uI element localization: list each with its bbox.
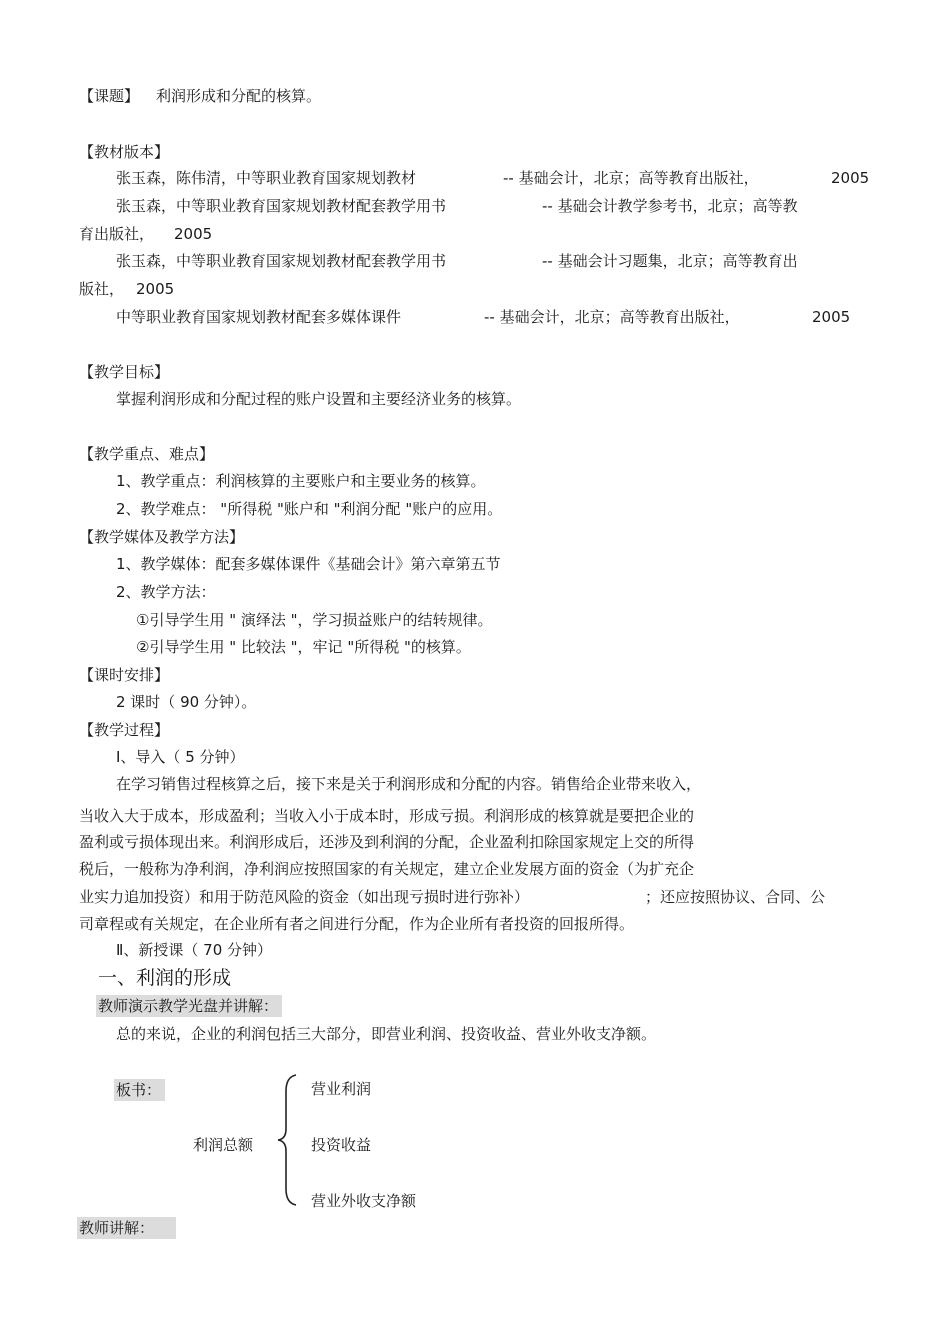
intro-paragraph-line: 盈利或亏损体现出来。利润形成后，还涉及到利润的分配，企业盈利扣除国家规定上交的所得 [79,833,695,851]
explain-label: 教师讲解： [77,1217,176,1239]
summary-text: 总的来说，企业的利润包括三大部分，即营业利润、投资收益、营业外收支净额。 [116,1025,657,1043]
intro-title: Ⅰ、导入（ 5 分钟） [116,748,245,766]
textbook-line-1-year: 2005 [831,169,870,187]
profit-total-label: 利润总额 [193,1136,254,1154]
intro-paragraph-line: 在学习销售过程核算之后，接下来是关于利润形成和分配的内容。销售给企业带来收入， [116,775,702,793]
media-item: 2、教学方法： [116,583,216,601]
profit-part-operating: 营业利润 [311,1080,372,1098]
textbook-line-3-b: -- 基础会计习题集，北京；高等教育出 [542,252,798,270]
textbook-line-2-c: 育出版社， [79,225,155,243]
textbook-line-2-b: -- 基础会计教学参考书，北京；高等教 [542,197,798,215]
textbook-line-3-c: 版社， [79,280,125,298]
topic-label: 【课题】 [79,87,140,105]
process-heading: 【教学过程】 [79,721,170,739]
demo-label: 教师演示教学光盘并讲解： [96,995,282,1017]
topic-text: 利润形成和分配的核算。 [156,87,322,105]
textbook-line-4-b: -- 基础会计，北京；高等教育出版社， [484,308,740,326]
objective-heading: 【教学目标】 [79,363,170,381]
objective-text: 掌握利润形成和分配过程的账户设置和主要经济业务的核算。 [116,390,522,408]
intro-paragraph-line: 司章程或有关规定，在企业所有者之间进行分配，作为企业所有者投资的回报所得。 [79,915,635,933]
textbook-line-2-year: 2005 [174,225,213,243]
media-item: 1、教学媒体：配套多媒体课件《基础会计》第六章第五节 [116,555,501,573]
textbook-heading: 【教材版本】 [79,143,170,161]
textbook-line-2-a: 张玉森，中等职业教育国家规划教材配套教学用书 [116,197,447,215]
intro-paragraph-line: 当收入大于成本，形成盈利；当收入小于成本时，形成亏损。利润形成的核算就是要把企业的 [79,807,695,825]
keypoint-item: 1、教学重点：利润核算的主要账户和主要业务的核算。 [116,472,486,490]
keypoints-heading: 【教学重点、难点】 [79,445,215,463]
profit-part-nonoperating: 营业外收支净额 [311,1192,417,1210]
intro-paragraph-line: 税后，一般称为净利润，净利润应按照国家的有关规定，建立企业发展方面的资金（为扩充企 [79,860,695,878]
keypoint-item: 2、教学难点： "所得税 "账户和 "利润分配 "账户的应用。 [116,500,503,518]
textbook-line-1-a: 张玉森，陈伟清，中等职业教育国家规划教材 [116,169,417,187]
intro-paragraph-line: ；还应按照协议、合同、公 [645,888,826,906]
textbook-line-1-b: -- 基础会计，北京；高等教育出版社， [503,169,759,187]
new-lesson-title: Ⅱ、新授课（ 70 分钟） [116,941,273,959]
schedule-heading: 【课时安排】 [79,666,170,684]
board-label: 板书： [114,1079,165,1101]
intro-paragraph-line: 业实力追加投资）和用于防范风险的资金（如出现亏损时进行弥补） [79,888,530,906]
schedule-text: 2 课时（ 90 分钟）。 [116,693,257,711]
textbook-line-4-a: 中等职业教育国家规划教材配套多媒体课件 [116,308,402,326]
curly-brace-icon [272,1073,302,1207]
media-item: ②引导学生用 " 比较法 "，牢记 "所得税 "的核算。 [136,638,471,656]
media-item: ①引导学生用 " 演绎法 "，学习损益账户的结转规律。 [136,611,493,629]
media-heading: 【教学媒体及教学方法】 [79,528,245,546]
section-title: 一、利润的形成 [98,967,232,989]
textbook-line-3-year: 2005 [136,280,175,298]
profit-part-investment: 投资收益 [311,1136,372,1154]
textbook-line-3-a: 张玉森，中等职业教育国家规划教材配套教学用书 [116,252,447,270]
textbook-line-4-year: 2005 [812,308,851,326]
